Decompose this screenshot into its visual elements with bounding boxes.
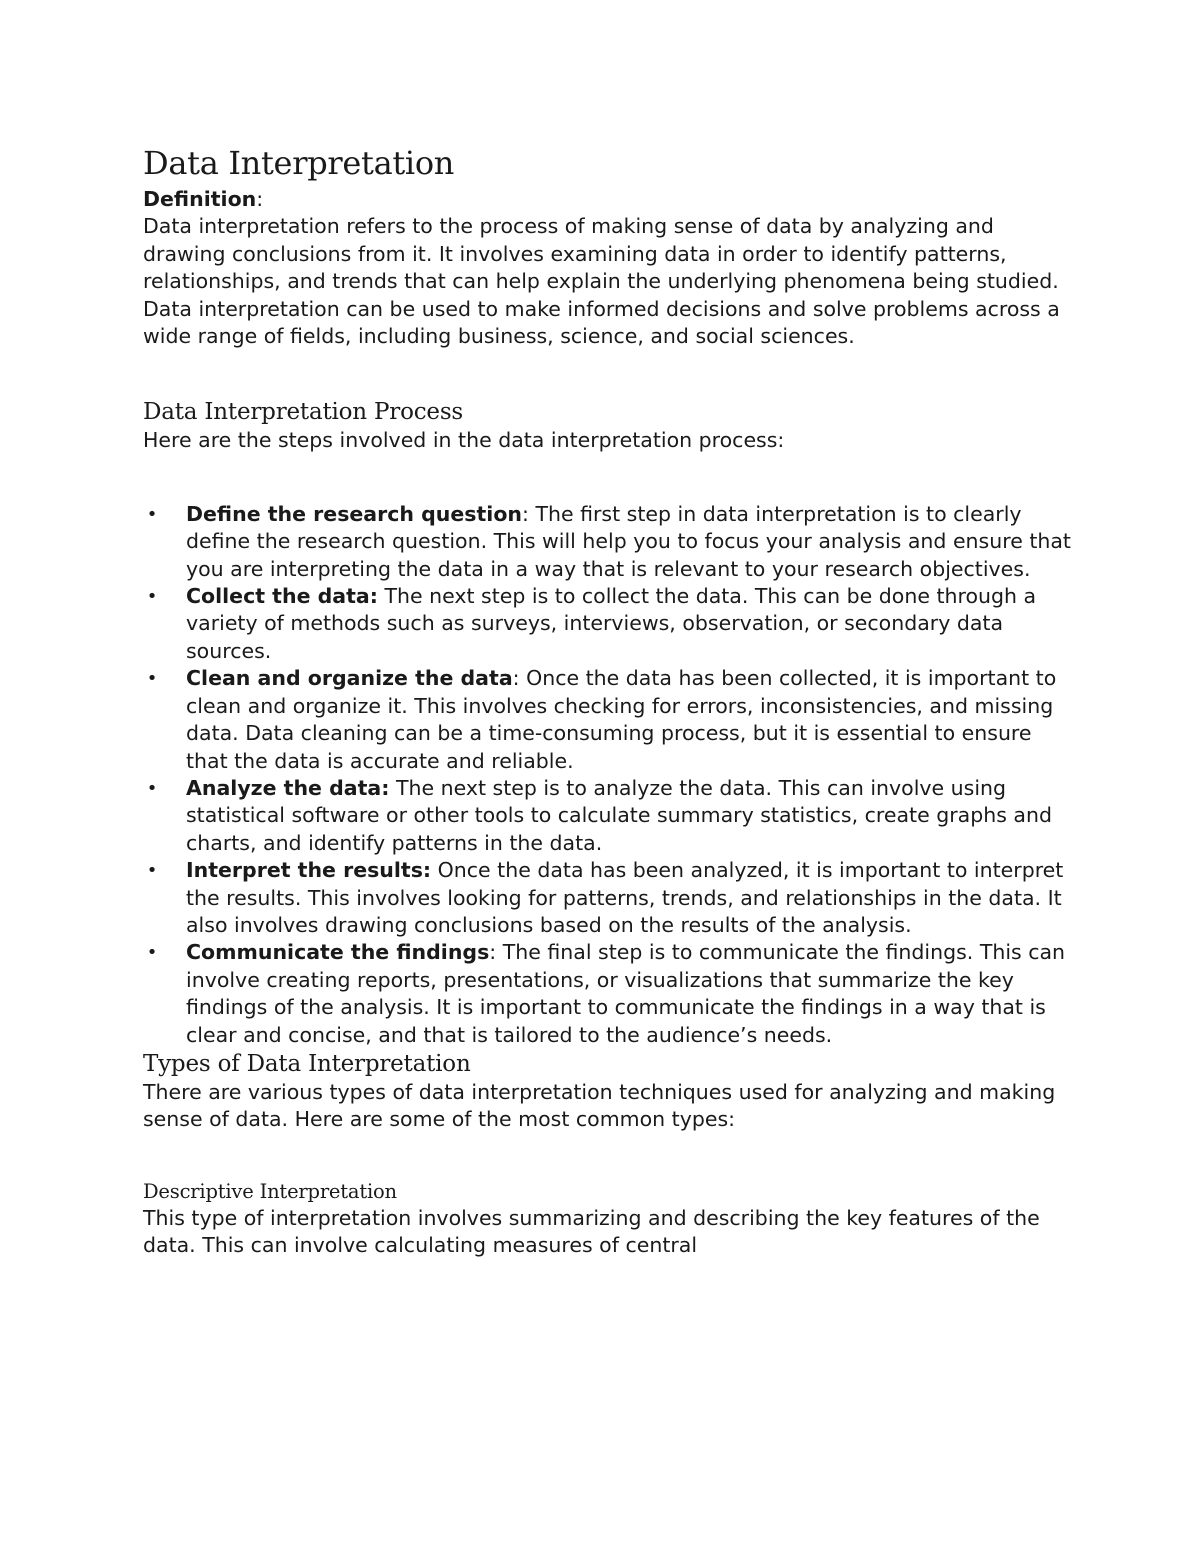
list-item [143, 857, 1073, 939]
definition-label-line [143, 186, 1073, 213]
step-term: Interpret the results: [186, 858, 432, 883]
step-text: : Once the data has been collected, it is important to clean and organize it. This involves checking for errors, inconsistencies, and missing data. Data cleaning can be a time-consuming process, but it is essential to ensure that the data is accurate and reliable. [186, 666, 1057, 773]
step-text: : The first step in data interpretation is to clearly define the research question. This will help you to focus your analysis and ensure that you are interpreting the data in a way that is relevant to your research objectives. [186, 501, 1071, 581]
process-steps-list [143, 501, 1073, 1049]
list-item [143, 501, 1073, 583]
list-item [143, 775, 1073, 857]
definition-label: Definition [143, 187, 257, 211]
document-title: Data Interpretation [143, 144, 455, 182]
step-text: Once the data has been analyzed, it is important to interpret the results. This involves looking for patterns, trends, and relationships in the data. It also involves drawing conclusions based on the results of the analysis. [186, 858, 1064, 937]
definition-text: Data interpretation refers to the process of making sense of data by analyzing and drawing conclusions from it. It involves examining data in order to identify patterns, relationships, and trends that can help explain the underlying phenomena being studied. Data interpretation can be used to make informed decisions and solve problems across a wide range of fields, including business, science, and social sciences. [143, 214, 1060, 349]
definition-colon: : [256, 187, 264, 211]
process-intro: Here are the steps involved in the data interpretation process: [143, 428, 785, 453]
list-item [143, 583, 1073, 665]
step-text: : The final step is to communicate the findings. This can involve creating reports, presentations, or visualizations that summarize the key findings of the analysis. It is important to communicate the findings in a way that is clear and concise, and that is tailored to the audience’s needs. [186, 940, 1066, 1047]
step-term: Define the research question [186, 501, 523, 526]
list-item [143, 665, 1073, 775]
process-heading: Data Interpretation Process [143, 399, 464, 426]
bullet-icon: • [146, 586, 158, 608]
section-spacer [143, 455, 1073, 501]
step-term: Analyze the data: [186, 775, 390, 800]
step-term: Collect the data: [186, 584, 378, 609]
document-page [143, 140, 1073, 1260]
step-term: Communicate the findings [186, 940, 490, 965]
descriptive-heading: Descriptive Interpretation [143, 1179, 397, 1203]
types-heading: Types of Data Interpretation [143, 1050, 471, 1077]
bullet-icon: • [146, 503, 158, 525]
descriptive-text: This type of interpretation involves summarizing and describing the key features of the data. This can involve calculating measures of central [143, 1205, 1040, 1258]
section-spacer [143, 350, 1073, 397]
step-term: Clean and organize the data [186, 666, 513, 691]
section-spacer [143, 1134, 1073, 1179]
bullet-icon: • [146, 777, 158, 799]
step-text: The next step is to collect the data. This can be done through a variety of methods such as surveys, interviews, observation, or secondary data sources. [186, 584, 1037, 663]
bullet-icon: • [146, 860, 158, 882]
step-text: The next step is to analyze the data. This can involve using statistical software or other tools to calculate summary statistics, create graphs and charts, and identify patterns in the data. [186, 775, 1052, 855]
bullet-icon: • [146, 942, 158, 964]
bullet-icon: • [146, 668, 158, 690]
list-item [143, 939, 1073, 1049]
types-intro: There are various types of data interpretation techniques used for analyzing and making sense of data. Here are some of the most common types: [143, 1079, 1056, 1132]
